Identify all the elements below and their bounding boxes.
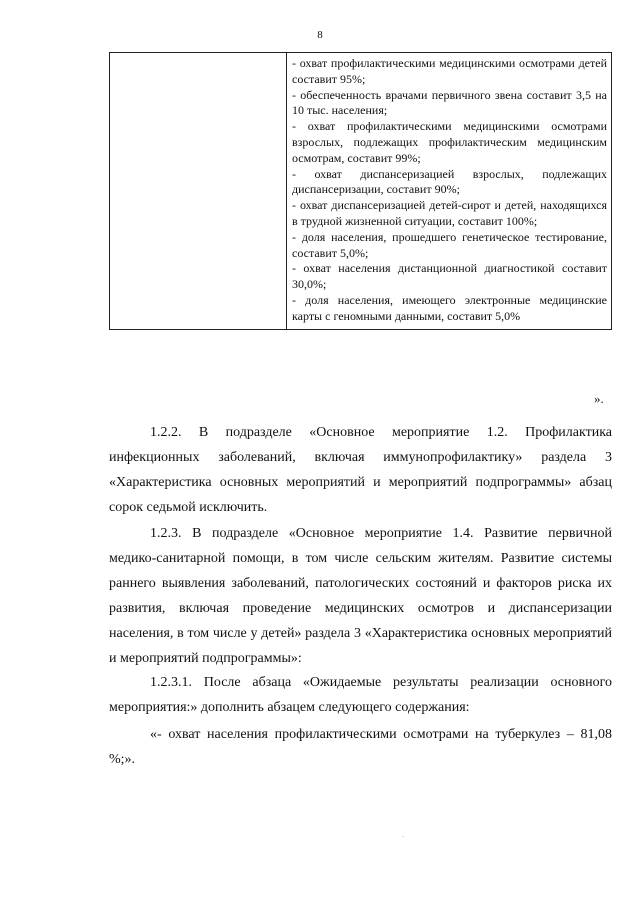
list-item: - охват населения дистанционной диагностикой составит 30,0%; — [292, 261, 607, 292]
list-item: - охват диспансеризацией взрослых, подлежащих диспансеризации, составит 90%; — [292, 166, 607, 197]
page-number: 8 — [317, 29, 323, 41]
footer-mark: . — [402, 830, 404, 839]
list-item: - охват профилактическими медицинскими осмотрами детей составит 95%; — [292, 56, 607, 86]
closing-quote: ». — [594, 391, 604, 406]
list-item: - охват диспансеризацией детей-сирот и детей, находящихся в трудной жизненной ситуации, составит 100%; — [292, 198, 607, 228]
table-row — [110, 53, 612, 330]
table-left-cell — [110, 53, 287, 330]
list-item: - обеспеченность врачами первичного звена составит 3,5 на 10 тыс. населения; — [292, 87, 607, 118]
indicators-table — [109, 52, 612, 330]
paragraph-1-2-3: 1.2.3. В подразделе «Основное мероприятие 1.4. Развитие первичной медико-санитарной помощи, в том числе сельским жителям. Развитие системы раннего выявления заболеваний, патологических состояний и факторов риска их развития, включая проведение медицинских осмотров и диспансеризации населения, в том числе у детей» раздела 3 «Характеристика основных мероприятий и мероприятий подпрограммы»: — [109, 526, 612, 666]
list-item: - доля населения, имеющего электронные медицинские карты с геномными данными, составит 5,0% — [292, 292, 607, 323]
quoted-addition: «- охват населения профилактическими осмотрами на туберкулез – 81,08 %;». — [109, 727, 612, 767]
list-item: - доля населения, прошедшего генетическое тестирование, составит 5,0%; — [292, 229, 607, 260]
table-right-cell — [287, 53, 612, 330]
paragraph-1-2-2: 1.2.2. В подразделе «Основное мероприятие 1.2. Профилактика инфекционных заболеваний, включая иммунопрофилактику» раздела 3 «Характеристика основных мероприятий и мероприятий подпрограммы» абзац сорок седьмой исключить. — [109, 425, 612, 515]
paragraph-1-2-3-1: 1.2.3.1. После абзаца «Ожидаемые результаты реализации основного мероприятия:» дополнить абзацем следующего содержания: — [109, 675, 612, 715]
list-item: - охват профилактическими медицинскими осмотрами взрослых, подлежащих профилактическим медицинским осмотрам, составит 99%; — [292, 119, 607, 165]
